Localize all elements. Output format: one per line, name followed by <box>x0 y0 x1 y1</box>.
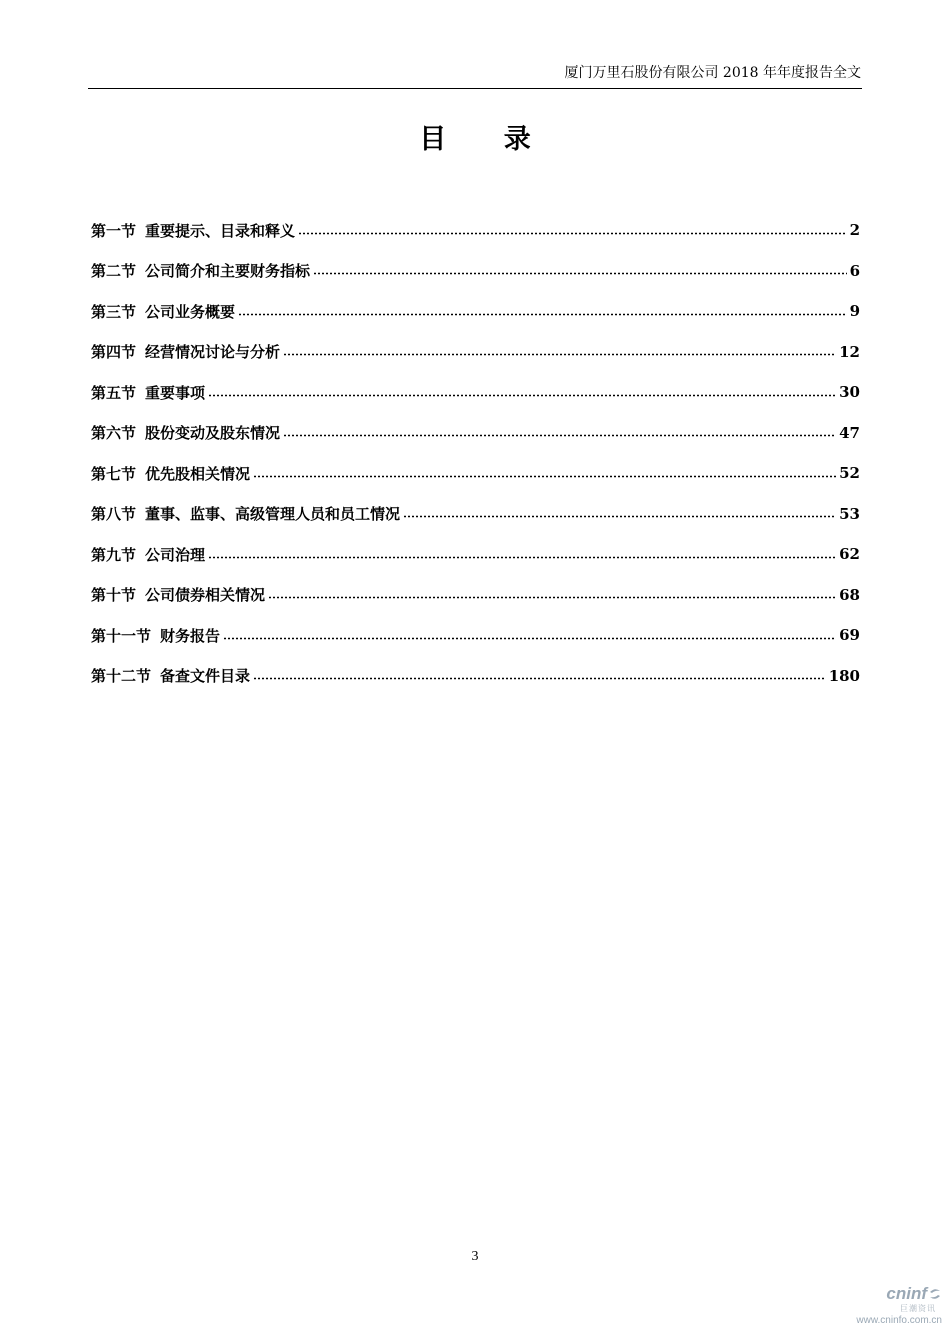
toc-leader-dots <box>223 637 836 640</box>
toc-page-number: 2 <box>849 221 860 240</box>
cninfo-logo-text: cninf <box>886 1284 927 1303</box>
toc-leader-dots <box>208 394 836 397</box>
toc-page-number: 180 <box>828 666 860 685</box>
toc-section-number: 第十节 <box>91 586 137 605</box>
toc-section-title: 优先股相关情况 <box>145 464 251 483</box>
toc-entry[interactable] <box>91 251 860 292</box>
toc-section-number: 第七节 <box>91 464 137 483</box>
toc-leader-dots <box>238 313 847 316</box>
toc-section-number: 第十二节 <box>91 667 152 686</box>
cninfo-logo <box>886 1284 942 1304</box>
toc-leader-dots <box>313 272 847 275</box>
swirl-icon <box>928 1287 942 1301</box>
toc-section-title: 公司治理 <box>145 545 206 564</box>
toc-entry[interactable] <box>91 453 860 494</box>
toc-entry[interactable] <box>91 656 860 697</box>
page-title: 目 录 <box>419 124 555 155</box>
toc-leader-dots <box>208 556 836 559</box>
toc-entry[interactable] <box>91 534 860 575</box>
toc-section-number: 第五节 <box>91 383 137 402</box>
toc-section-title: 备查文件目录 <box>160 667 251 686</box>
toc-leader-dots <box>253 677 826 680</box>
toc-leader-dots <box>253 475 836 478</box>
page-header: 厦门万里石股份有限公司 2018 年年度报告全文 <box>564 65 861 81</box>
toc-entry[interactable] <box>91 494 860 535</box>
cninfo-url: www.cninfo.com.cn <box>856 1315 942 1326</box>
toc-entry[interactable] <box>91 332 860 373</box>
toc-section-number: 第二节 <box>91 262 137 281</box>
toc-leader-dots <box>298 232 847 235</box>
toc-leader-dots <box>268 596 836 599</box>
toc-section-number: 第一节 <box>91 221 137 240</box>
toc-page-number: 69 <box>839 626 860 645</box>
toc-leader-dots <box>403 515 836 518</box>
toc-entry[interactable] <box>91 291 860 332</box>
toc-section-title: 财务报告 <box>160 626 221 645</box>
toc-section-number: 第八节 <box>91 505 137 524</box>
toc-section-title: 公司债券相关情况 <box>145 586 266 605</box>
toc-section-number: 第四节 <box>91 343 137 362</box>
toc-section-number: 第六节 <box>91 424 137 443</box>
toc-section-title: 重要提示、目录和释义 <box>145 221 296 240</box>
toc-page-number: 52 <box>839 464 860 483</box>
toc-section-title: 重要事项 <box>145 383 206 402</box>
cninfo-chinese-name: 巨潮资讯 <box>900 1304 936 1313</box>
page-number: 3 <box>471 1249 479 1264</box>
toc-section-number: 第九节 <box>91 545 137 564</box>
toc-page-number: 62 <box>839 545 860 564</box>
toc-page-number: 12 <box>839 342 860 361</box>
toc-page-number: 68 <box>839 585 860 604</box>
toc-section-title: 公司简介和主要财务指标 <box>145 262 311 281</box>
toc-page-number: 30 <box>839 383 860 402</box>
toc-page-number: 6 <box>849 261 860 280</box>
toc-page-number: 53 <box>839 504 860 523</box>
toc-section-number: 第三节 <box>91 302 137 321</box>
header-rule <box>88 88 862 89</box>
toc-page-number: 9 <box>849 302 860 321</box>
toc-section-title: 董事、监事、高级管理人员和员工情况 <box>145 505 401 524</box>
toc-entry[interactable] <box>91 575 860 616</box>
toc-section-title: 股份变动及股东情况 <box>145 424 281 443</box>
toc-page-number: 47 <box>839 423 860 442</box>
toc-section-title: 公司业务概要 <box>145 302 236 321</box>
toc-leader-dots <box>283 353 836 356</box>
toc-entry[interactable] <box>91 210 860 251</box>
toc-entry[interactable] <box>91 372 860 413</box>
toc-section-number: 第十一节 <box>91 626 152 645</box>
toc-section-title: 经营情况讨论与分析 <box>145 343 281 362</box>
table-of-contents <box>91 210 860 696</box>
toc-entry[interactable] <box>91 615 860 656</box>
toc-leader-dots <box>283 434 836 437</box>
cninfo-watermark <box>858 1284 942 1334</box>
toc-entry[interactable] <box>91 413 860 454</box>
